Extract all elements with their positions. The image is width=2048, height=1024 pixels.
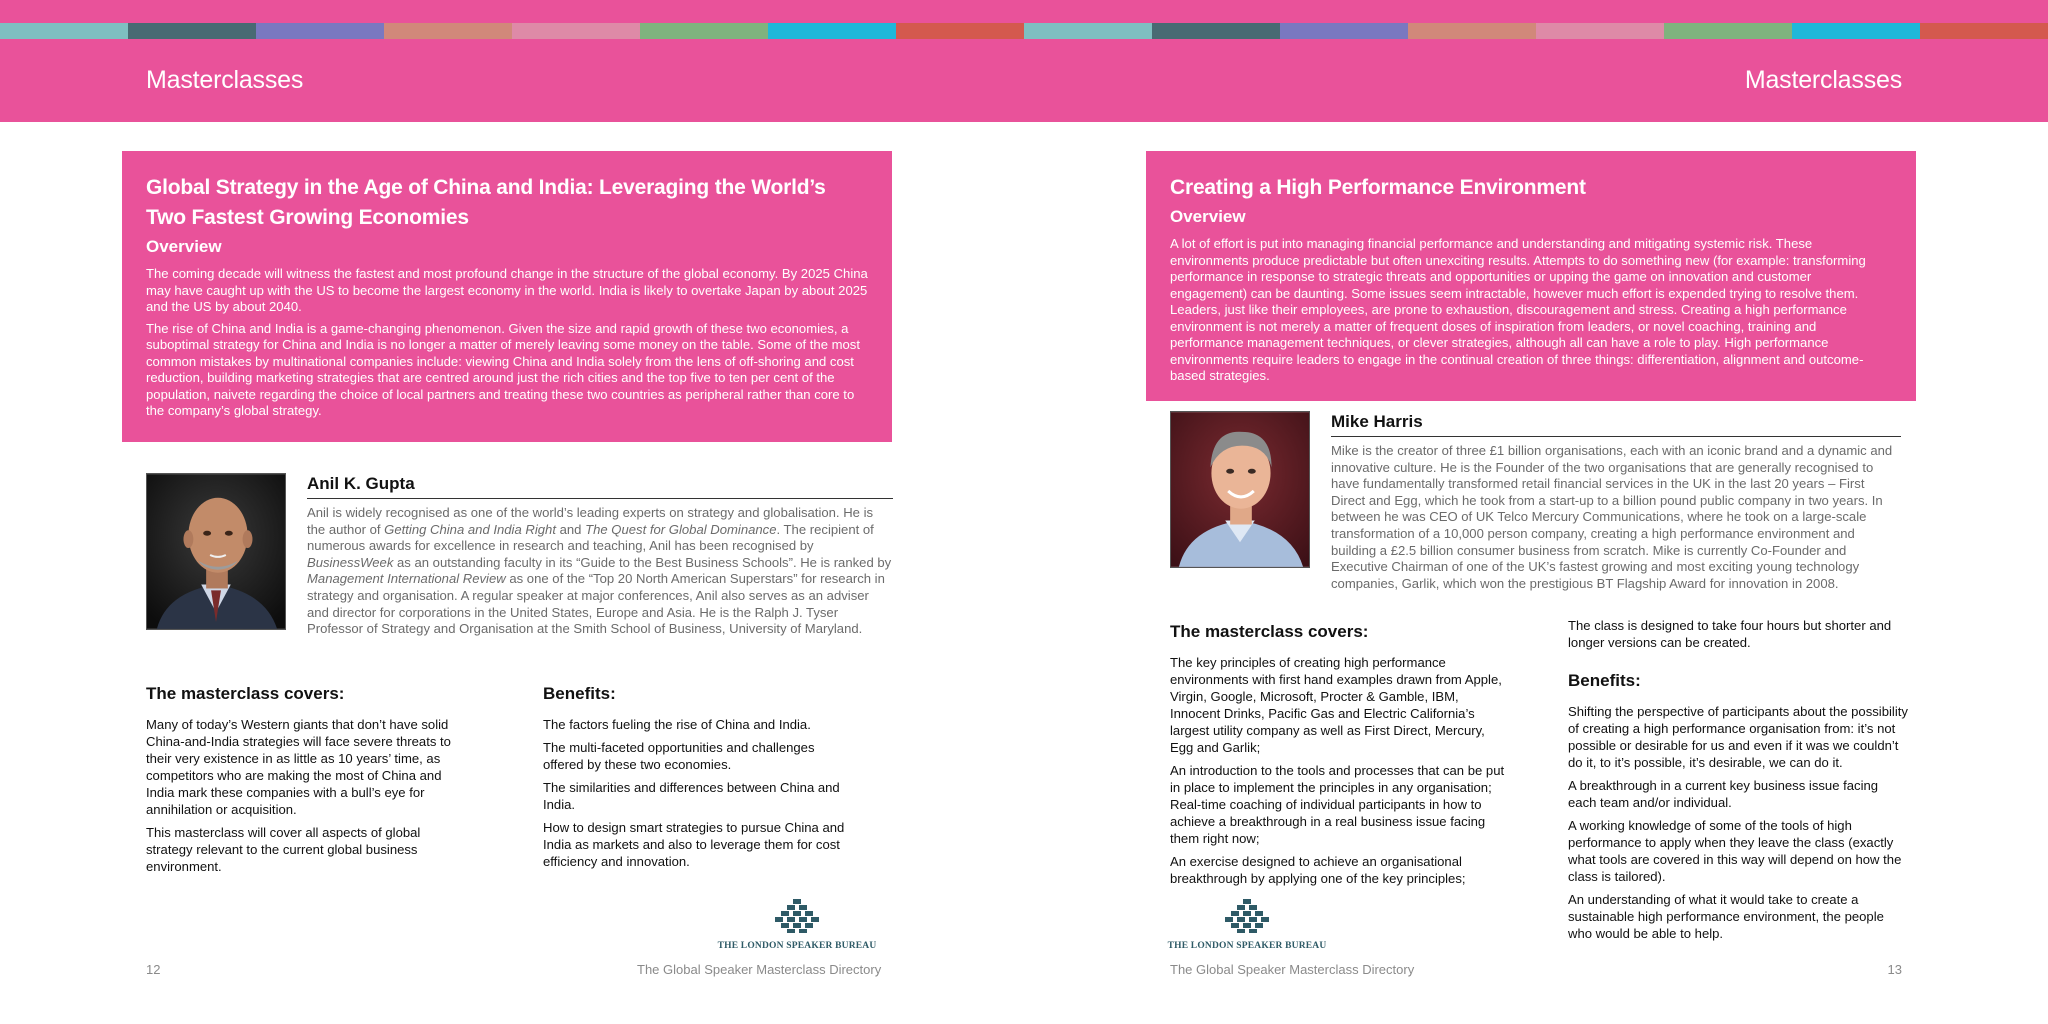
header-title-left: Masterclasses <box>146 66 304 94</box>
speaker-bio-text: Mike is the creator of three £1 billion organisations, each with an iconic brand and a dynamic and innovative culture. He is the Founder of the two organisations that are generally recognised to have fundamentally transformed retail financial services in the UK in the last 20 years – First Direct and Egg, which he took from a start-up to a billion pound public company in two years. In between he was CEO of UK Telco Mercury Communications, where he took on a large-scale transformation of a 10,000 person company, creating a high performance environment and building a £2.5 billion consumer business from scratch. Mike is currently Co-Founder and Executive Chairman of one of the UK’s fastest growing and most exciting young technology companies, Garlik, which won the prestigious BT Flagship Award for innovation in 2008. <box>1331 443 1893 591</box>
benefit-item: How to design smart strategies to pursue China and India as markets and also to leverage them for cost efficiency and innovation. <box>543 820 845 869</box>
header-band <box>0 0 2048 122</box>
benefit-item: The similarities and differences between China and India. <box>543 780 840 812</box>
masterclass-title: Global Strategy in the Age of China and India: Leveraging the World’s Two Fastest Growing Economies <box>146 176 826 229</box>
benefits-heading: Benefits: <box>1568 671 1641 690</box>
speaker-bio-right <box>1331 412 1901 592</box>
duration-note: The class is designed to take four hours but shorter and longer versions can be created. <box>1568 618 1892 650</box>
masterclass-title: Creating a High Performance Environment <box>1170 176 1586 199</box>
speaker-bio-text: Anil is widely recognised as one of the world’s leading experts on strategy and globalisation. He is the author of Getting China and India Right and The Quest for Global Dominance. The recipient of numerous awards for excellence in research and teaching, Anil has been recognised by BusinessWeek as an outstanding faculty in its “Guide to the Best Business Schools”. He is ranked by Management International Review as one of the “Top 20 North American Superstars” for research in strategy and organisation. A regular speaker at major conferences, Anil also serves as an adviser and director for corporations in the United States, Europe and Asia. He is the Ralph J. Tyser Professor of Strategy and Organisation at the Smith School of Business, University of Maryland. <box>307 505 892 637</box>
london-speaker-bureau-logo <box>716 899 878 951</box>
stripe-segment <box>1920 23 2048 39</box>
covers-paragraph: An exercise designed to achieve an organisational breakthrough by applying one of the key principles; <box>1170 854 1466 886</box>
speaker-bio-left <box>307 474 893 638</box>
benefit-item: The multi-faceted opportunities and challenges offered by these two economies. <box>543 740 815 772</box>
directory-title-right: The Global Speaker Masterclass Directory <box>1170 962 1415 977</box>
stripe-segment <box>1024 23 1152 39</box>
benefit-item: The factors fueling the rise of China and India. <box>543 717 811 732</box>
stripe-segment <box>1536 23 1664 39</box>
stripe-segment <box>1664 23 1792 39</box>
benefit-item: A working knowledge of some of the tools of high performance to apply when they leave the class (exactly what tools are covered in this way will depend on how the class is tailored). <box>1568 818 1902 884</box>
covers-section-left <box>146 684 456 881</box>
covers-paragraph: This masterclass will cover all aspects of global strategy relevant to the current global business environment. <box>146 825 421 874</box>
benefits-section-right <box>1568 617 1908 948</box>
publication-name: BusinessWeek <box>307 554 394 570</box>
benefits-section-left <box>543 684 853 876</box>
stripe-segment <box>128 23 256 39</box>
speaker-name: Mike Harris <box>1331 412 1901 437</box>
speaker-photo-anil-gupta <box>146 473 286 630</box>
overview-heading: Overview <box>1170 207 1246 226</box>
speaker-name: Anil K. Gupta <box>307 474 893 499</box>
benefit-item: An understanding of what it would take to create a sustainable high performance environment, the people who would be able to help. <box>1568 892 1884 941</box>
stripe-segment <box>1280 23 1408 39</box>
benefits-heading: Benefits: <box>543 684 616 703</box>
overview-paragraph: The rise of China and India is a game-changing phenomenon. Given the size and rapid growth of these two economies, a suboptimal strategy for China and India is no longer a matter of merely leaving some money on the table. Some of the most common mistakes by multinational companies include: viewing China and India solely from the lens of off-shoring and cost reduction, building marketing strategies that are centred around just the rich cities and the top five to ten per cent of the population, naivete regarding the choice of local partners and treating these two countries as peripheral rather than core to the company’s global strategy. <box>146 320 860 418</box>
book-title: Getting China and India Right <box>384 521 556 537</box>
overview-box-right <box>1146 151 1916 401</box>
covers-heading: The masterclass covers: <box>146 684 345 703</box>
london-speaker-bureau-logo <box>1166 899 1328 951</box>
portrait-icon <box>147 474 285 629</box>
bureau-logo-text: THE LONDON SPEAKER BUREAU <box>717 941 877 951</box>
covers-section-right <box>1170 622 1510 893</box>
covers-paragraph: The key principles of creating high performance environments with first hand examples drawn from Apple, Virgin, Google, Microsoft, Procter & Gamble, IBM, Innocent Drinks, Pacific Gas and Electric California’s largest utility company as well as First Direct, Mercury, Egg and Garlik; <box>1170 655 1502 755</box>
bureau-logo-icon <box>1224 899 1270 933</box>
stripe-segment <box>512 23 640 39</box>
covers-paragraph: Many of today’s Western giants that don’t have solid China-and-India strategies will face severe threats to their very existence in as little as 10 years’ time, as competitors who are making the most of China and India mark these companies with a bull’s eye for annihilation or acquisition. <box>146 717 451 817</box>
page-number-left: 12 <box>146 962 161 977</box>
stripe-segment <box>1792 23 1920 39</box>
bureau-logo-icon <box>774 899 820 933</box>
covers-heading: The masterclass covers: <box>1170 622 1369 641</box>
page-number-right: 13 <box>1887 962 1902 977</box>
color-stripe <box>0 23 2048 39</box>
stripe-segment <box>0 23 128 39</box>
stripe-segment <box>768 23 896 39</box>
book-title: The Quest for Global Dominance <box>585 521 777 537</box>
stripe-segment <box>1408 23 1536 39</box>
overview-paragraph: The coming decade will witness the fastest and most profound change in the structure of the global economy. By 2025 China may have caught up with the US to become the largest economy in the world. India is likely to overtake Japan by about 2025 and the US by about 2040. <box>146 266 868 314</box>
stripe-segment <box>896 23 1024 39</box>
overview-paragraph: A lot of effort is put into managing financial performance and understanding and mitigating systemic risk. These environments produce predictable but often unexciting results. Attempts to do something new (for example: transforming performance in response to strategic threats and opportunities or upping the game on innovation and customer engagement) can be daunting. Some issues seem intractable, however much effort is expended trying to resolve them. Leaders, just like their employees, are prone to exhaustion, discouragement and stress. Creating a high performance environment is not merely a matter of frequent doses of inspiration from leaders, or novel coaching, training and performance management techniques, or clever strategies, although all can have a role to play. High performance environments require leaders to engage in the continual creation of three things: differentiation, alignment and outcome-based strategies. <box>1170 236 1866 383</box>
portrait-icon <box>1171 412 1309 567</box>
stripe-segment <box>1152 23 1280 39</box>
header-title-right: Masterclasses <box>1744 66 1902 94</box>
bureau-logo-text: THE LONDON SPEAKER BUREAU <box>1167 941 1327 951</box>
publication-name: Management International Review <box>307 571 506 587</box>
benefit-item: Shifting the perspective of participants about the possibility of creating a high performance organisation from: it’s not possible or desirable for us and even if it was we couldn’t do it, to it’s possible, it’s desirable, we can do it. <box>1568 704 1908 770</box>
overview-box-left <box>122 151 892 442</box>
speaker-photo-mike-harris <box>1170 411 1310 568</box>
overview-heading: Overview <box>146 237 222 256</box>
stripe-segment <box>256 23 384 39</box>
benefit-item: A breakthrough in a current key business issue facing each team and/or individual. <box>1568 778 1879 810</box>
stripe-segment <box>384 23 512 39</box>
stripe-segment <box>640 23 768 39</box>
directory-title-left: The Global Speaker Masterclass Directory <box>637 962 882 977</box>
covers-paragraph: An introduction to the tools and processes that can be put in place to implement the principles in any organisation; Real-time coaching of individual participants in how to achieve a breakthrough in a real business issue facing them right now; <box>1170 763 1505 846</box>
